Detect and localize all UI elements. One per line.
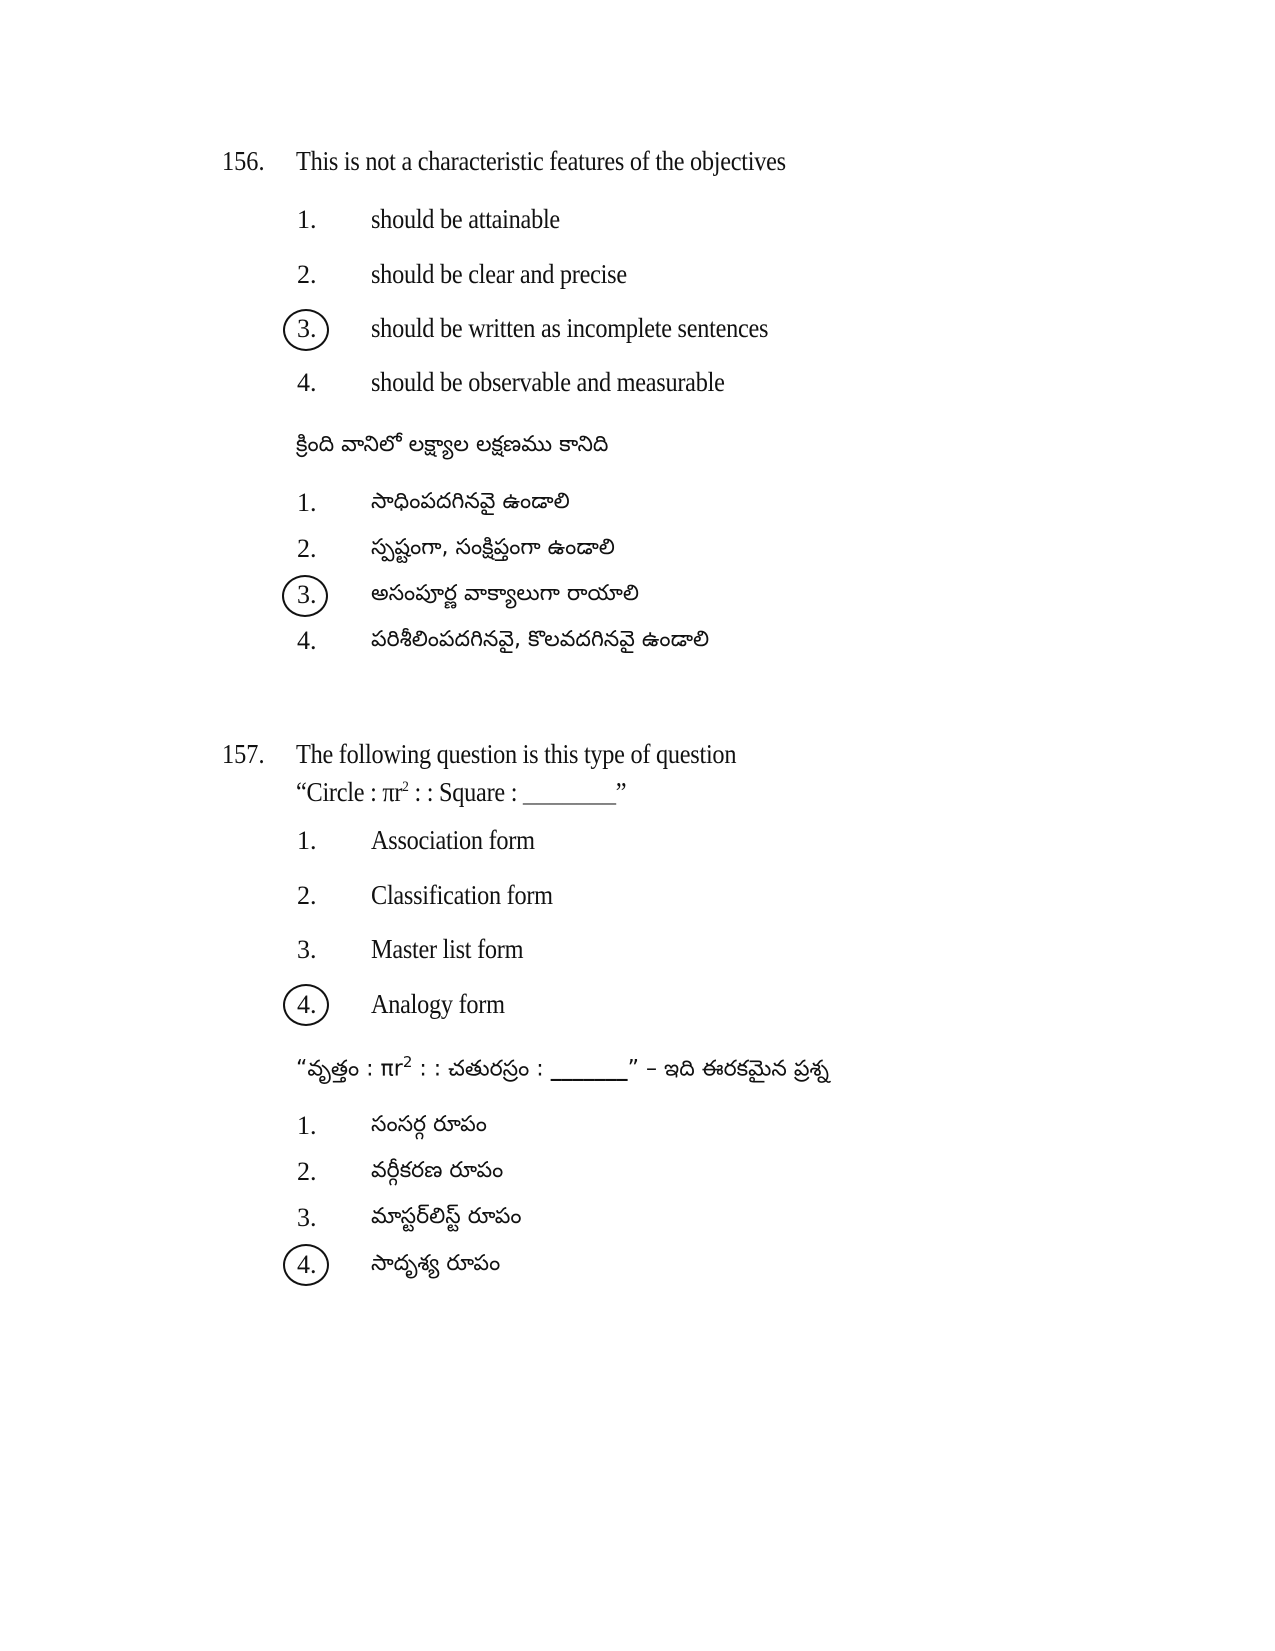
analogy-middle: : : చతురస్రం : xyxy=(412,1056,551,1082)
option-text-telugu: వర్గీకరణ రూపం xyxy=(371,1158,504,1183)
analogy-prefix: “Circle : πr xyxy=(296,777,403,807)
analogy-middle: : : Square : xyxy=(408,777,523,807)
question-number: 156. xyxy=(222,146,265,176)
analogy-line-telugu xyxy=(296,1053,829,1086)
option-number: 2. xyxy=(297,260,317,289)
option-text: should be written as incomplete sentences xyxy=(371,313,769,343)
option-number: 2. xyxy=(297,1157,317,1186)
question-number: 157. xyxy=(222,739,265,769)
option-text-telugu: సంసర్గ రూపం xyxy=(371,1112,487,1137)
option-text: should be attainable xyxy=(371,204,560,234)
option-number: 3. xyxy=(297,314,317,343)
option-number: 4. xyxy=(297,626,317,655)
option-text: should be clear and precise xyxy=(371,259,627,289)
analogy-suffix: ” – ఇది ఈరకమైన ప్రశ్న xyxy=(627,1056,829,1082)
option-number: 1. xyxy=(297,488,317,517)
option-text-telugu: మాస్టర్‌లిస్ట్ రూపం xyxy=(371,1204,522,1229)
question-text: This is not a characteristic features of the objectives xyxy=(296,146,786,176)
option-text-telugu: సాదృశ్య రూపం xyxy=(371,1251,501,1276)
option-text: Classification form xyxy=(371,880,553,910)
option-text-telugu: అసంపూర్ణ వాక్యాలుగా రాయాలి xyxy=(371,581,639,606)
analogy-line xyxy=(296,777,626,808)
analogy-exponent: 2 xyxy=(402,1053,413,1071)
analogy-blank: _______ xyxy=(550,1056,628,1082)
option-number: 4. xyxy=(297,990,317,1019)
option-text-telugu: పరిశీలింపదగినవై, కొలవదగినవై ఉండాలి xyxy=(371,627,710,652)
analogy-blank: _______ xyxy=(522,777,616,807)
option-text: Analogy form xyxy=(371,989,505,1019)
analogy-exponent: 2 xyxy=(402,779,409,795)
option-text: Association form xyxy=(371,825,535,855)
question-text-telugu: క్రింది వానిలో లక్ష్యాల లక్షణము కానిది xyxy=(296,432,609,457)
option-number: 3. xyxy=(297,935,317,964)
option-text: Master list form xyxy=(371,934,524,964)
option-number: 2. xyxy=(297,881,317,910)
analogy-suffix: ” xyxy=(615,777,627,807)
option-number: 1. xyxy=(297,205,317,234)
analogy-prefix: “వృత్తం : πr xyxy=(296,1056,403,1082)
option-text-telugu: సాధింపదగినవై ఉండాలి xyxy=(371,489,570,514)
option-number: 4. xyxy=(297,1250,317,1279)
option-number: 1. xyxy=(297,1111,317,1140)
option-number: 1. xyxy=(297,826,317,855)
option-number: 2. xyxy=(297,534,317,563)
option-number: 4. xyxy=(297,368,317,397)
option-number: 3. xyxy=(297,580,317,609)
option-text-telugu: స్పష్టంగా, సంక్షిప్తంగా ఉండాలి xyxy=(371,535,615,560)
option-number: 3. xyxy=(297,1203,317,1232)
option-text: should be observable and measurable xyxy=(371,367,725,397)
question-text: The following question is this type of question xyxy=(296,739,737,769)
